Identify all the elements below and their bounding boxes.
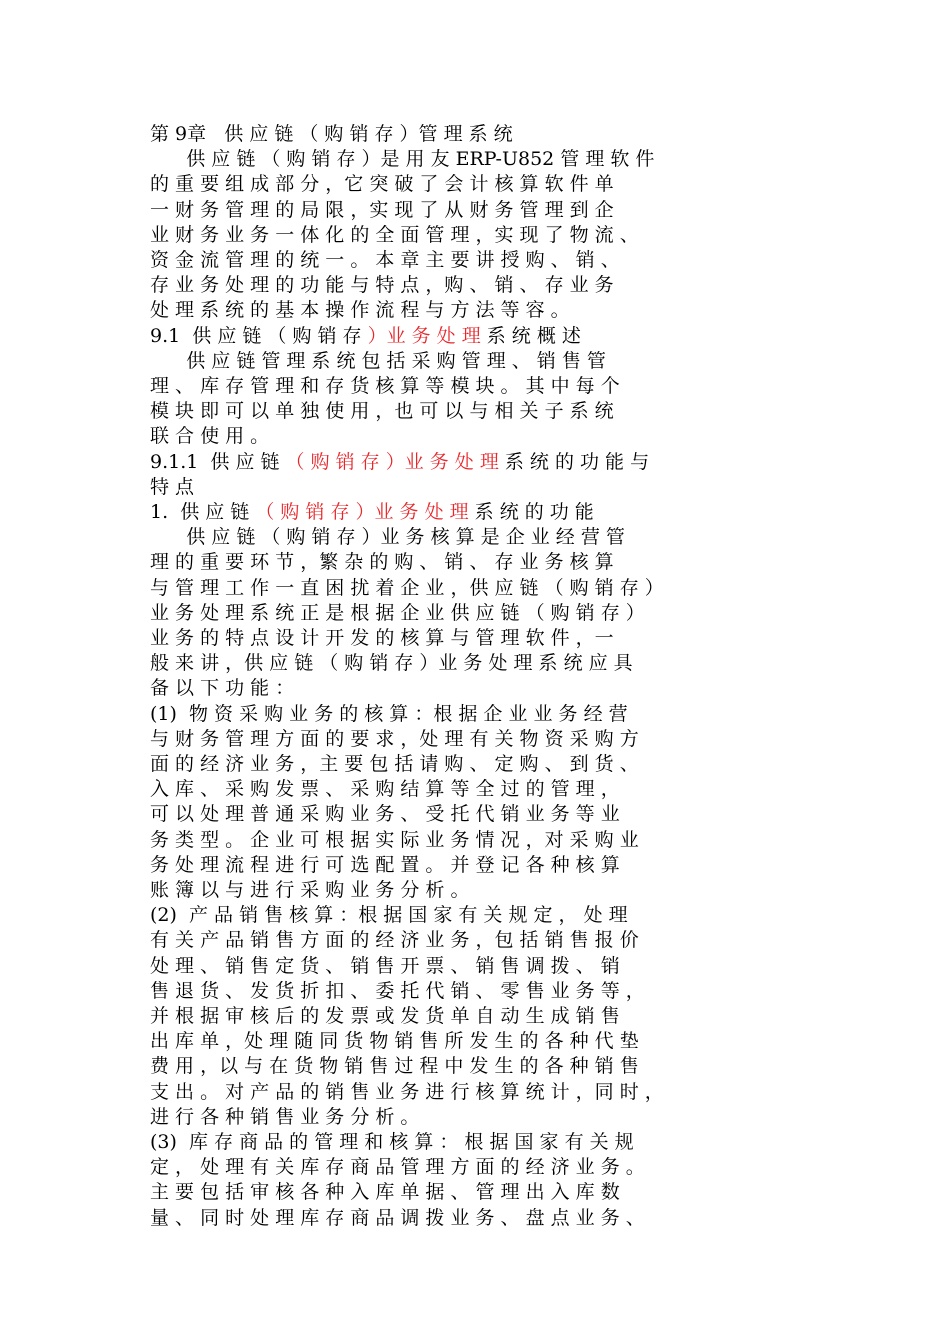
text-line (150, 777, 820, 802)
text-line (150, 525, 820, 550)
text-segment: 定 ， 处 理 有 关 库 存 商 品 管 理 方 面 的 经 济 业 务 。 (150, 1156, 645, 1179)
text-segment: 特 点 (150, 475, 195, 498)
text-line (150, 1080, 820, 1105)
text-line (150, 626, 820, 651)
text-line (150, 979, 820, 1004)
text-line (150, 298, 820, 323)
highlighted-text: （ 购 销 存 ）业 务 处 理 (255, 501, 469, 523)
text-segment: 9.1.1 供 应 链 (150, 450, 286, 473)
text-line (150, 198, 820, 223)
text-line (150, 374, 820, 399)
text-segment: 务 类 型 。 企 业 可 根 据 实 际 业 务 情 况 ，对 采 购 业 (150, 828, 639, 851)
text-segment: 业 务 的 特 点 设 计 开 发 的 核 算 与 管 理 软 件 ，一 (150, 627, 614, 649)
text-segment: 系 统 的 功 能 与 (498, 450, 650, 473)
text-line (150, 1054, 820, 1079)
text-segment: 处 理 系 统 的 基 本 操 作 流 程 与 方 法 等 容 。 (150, 299, 570, 322)
text-line (150, 1206, 820, 1231)
highlighted-text: （ 购 销 存 ）业 务 处 理 (285, 450, 499, 473)
text-segment: 理 的 重 要 环 节 ，繁 杂 的 购 、 销 、 存 业 务 核 算 (150, 551, 614, 574)
text-line (150, 954, 820, 979)
text-line (150, 550, 820, 575)
text-segment: 供 应 链 管 理 系 统 包 括 采 购 管 理 、 销 售 管 (150, 349, 606, 372)
text-line (150, 399, 820, 424)
text-line (150, 727, 820, 752)
text-segment: (1) 物 资 采 购 业 务 的 核 算 ：根 据 企 业 业 务 经 营 (150, 702, 628, 725)
text-segment: 进 行 各 种 销 售 业 务 分 析 。 (150, 1105, 420, 1128)
text-segment: 理 、 库 存 管 理 和 存 货 核 算 等 模 块 。 其 中 每 个 (150, 375, 620, 397)
text-segment: 并 根 据 审 核 后 的 发 票 或 发 货 单 自 动 生 成 销 售 (150, 1005, 620, 1027)
text-line (150, 1105, 820, 1130)
text-segment: 供 应 链 （ 购 销 存 ）业 务 核 算 是 企 业 经 营 管 (150, 526, 625, 549)
highlighted-text: ）业 务 处 理 (367, 324, 481, 347)
text-segment: 量 、 同 时 处 理 库 存 商 品 调 拨 业 务 、 盘 点 业 务 、 (150, 1206, 645, 1229)
text-segment: 的 重 要 组 成 部 分 ，它 突 破 了 会 计 核 算 软 件 单 (150, 173, 614, 196)
text-segment: 系 统 的 功 能 (468, 501, 594, 523)
text-line (150, 122, 820, 147)
text-segment: (3) 库 存 商 品 的 管 理 和 核 算 ： 根 据 国 家 有 关 规 (150, 1131, 634, 1153)
text-segment: 面 的 经 济 业 务 ，主 要 包 括 请 购 、 定 购 、 到 货 、 (150, 753, 639, 775)
text-line (150, 576, 820, 601)
text-segment: 存 业 务 处 理 的 功 能 与 特 点 ，购 、 销 、 存 业 务 (150, 274, 614, 297)
text-line (150, 248, 820, 273)
text-segment: 主 要 包 括 审 核 各 种 入 库 单 据 、 管 理 出 入 库 数 (150, 1181, 620, 1204)
text-segment: 支 出 。 对 产 品 的 销 售 业 务 进 行 核 算 统 计 ，同 时 ， (150, 1080, 664, 1103)
text-line (150, 752, 820, 777)
text-segment: 一 财 务 管 理 的 局 限 ，实 现 了 从 财 务 管 理 到 企 (150, 198, 614, 221)
text-line (150, 601, 820, 626)
text-line (150, 878, 820, 903)
text-segment: 供 应 链 （ 购 销 存 ）是 用 友 ERP-U852 管 理 软 件 (150, 148, 655, 171)
text-segment: 9.1 供 应 链 （ 购 销 存 (150, 324, 368, 347)
text-segment: 业 财 务 业 务 一 体 化 的 全 面 管 理 ，实 现 了 物 流 、 (150, 223, 639, 246)
text-line (150, 1029, 820, 1054)
text-segment: 可 以 处 理 普 通 采 购 业 务 、 受 托 代 销 业 务 等 业 (150, 803, 620, 826)
text-line (150, 500, 820, 525)
text-line (150, 349, 820, 374)
text-line (150, 172, 820, 197)
text-line (150, 802, 820, 827)
text-line (150, 424, 820, 449)
text-segment: 1. 供 应 链 (150, 501, 256, 523)
text-segment: 费 用 ，以 与 在 货 物 销 售 过 程 中 发 生 的 各 种 销 售 (150, 1055, 639, 1078)
text-segment: 模 块 即 可 以 单 独 使 用 ，也 可 以 与 相 关 子 系 统 (150, 400, 614, 423)
text-segment: 资 金 流 管 理 的 统 一 。 本 章 主 要 讲 授 购 、 销 、 (150, 249, 620, 271)
text-line (150, 1180, 820, 1205)
text-segment: 出 库 单 ，处 理 随 同 货 物 销 售 所 发 生 的 各 种 代 垫 (150, 1030, 639, 1053)
text-line (150, 273, 820, 298)
text-line (150, 450, 820, 475)
text-line (150, 903, 820, 928)
text-line (150, 1155, 820, 1180)
text-segment: 入 库 、 采 购 发 票 、 采 购 结 算 等 全 过 的 管 理 ， (150, 778, 620, 801)
text-line (150, 147, 820, 172)
text-segment: 与 管 理 工 作 一 直 困 扰 着 企 业 ，供 应 链 （ 购 销 存 ） (150, 576, 664, 599)
text-segment: 第 9章 供 应 链 （ 购 销 存 ）管 理 系 统 (150, 123, 513, 145)
text-line (150, 324, 820, 349)
text-segment: 业 务 处 理 系 统 正 是 根 据 企 业 供 应 链 （ 购 销 存 ） (150, 601, 645, 624)
text-segment: 联 合 使 用 。 (150, 425, 270, 448)
text-segment: 务 处 理 流 程 进 行 可 选 配 置 。 并 登 记 各 种 核 算 (150, 853, 620, 876)
text-segment: (2) 产 品 销 售 核 算 ：根 据 国 家 有 关 规 定 ， 处 理 (150, 904, 628, 927)
text-segment: 账 簿 以 与 进 行 采 购 业 务 分 析 。 (150, 879, 470, 901)
text-line (150, 853, 820, 878)
text-segment: 备 以 下 功 能 ： (150, 677, 295, 700)
text-segment: 系 统 概 述 (480, 324, 581, 347)
text-line (150, 475, 820, 500)
text-line (150, 928, 820, 953)
text-line (150, 223, 820, 248)
text-segment: 处 理 、 销 售 定 货 、 销 售 开 票 、 销 售 调 拨 、 销 (150, 954, 620, 977)
text-segment: 与 财 务 管 理 方 面 的 要 求 ，处 理 有 关 物 资 采 购 方 (150, 727, 639, 750)
text-line (150, 1130, 820, 1155)
text-line (150, 828, 820, 853)
text-segment: 有 关 产 品 销 售 方 面 的 经 济 业 务 ，包 括 销 售 报 价 (150, 929, 639, 952)
text-line (150, 1004, 820, 1029)
text-segment: 售 退 货 、 发 货 折 扣 、 委 托 代 销 、 零 售 业 务 等 ， (150, 979, 645, 1002)
text-line (150, 651, 820, 676)
text-line (150, 702, 820, 727)
text-segment: 般 来 讲 ，供 应 链 （ 购 销 存 ）业 务 处 理 系 统 应 具 (150, 652, 633, 675)
text-line (150, 676, 820, 701)
